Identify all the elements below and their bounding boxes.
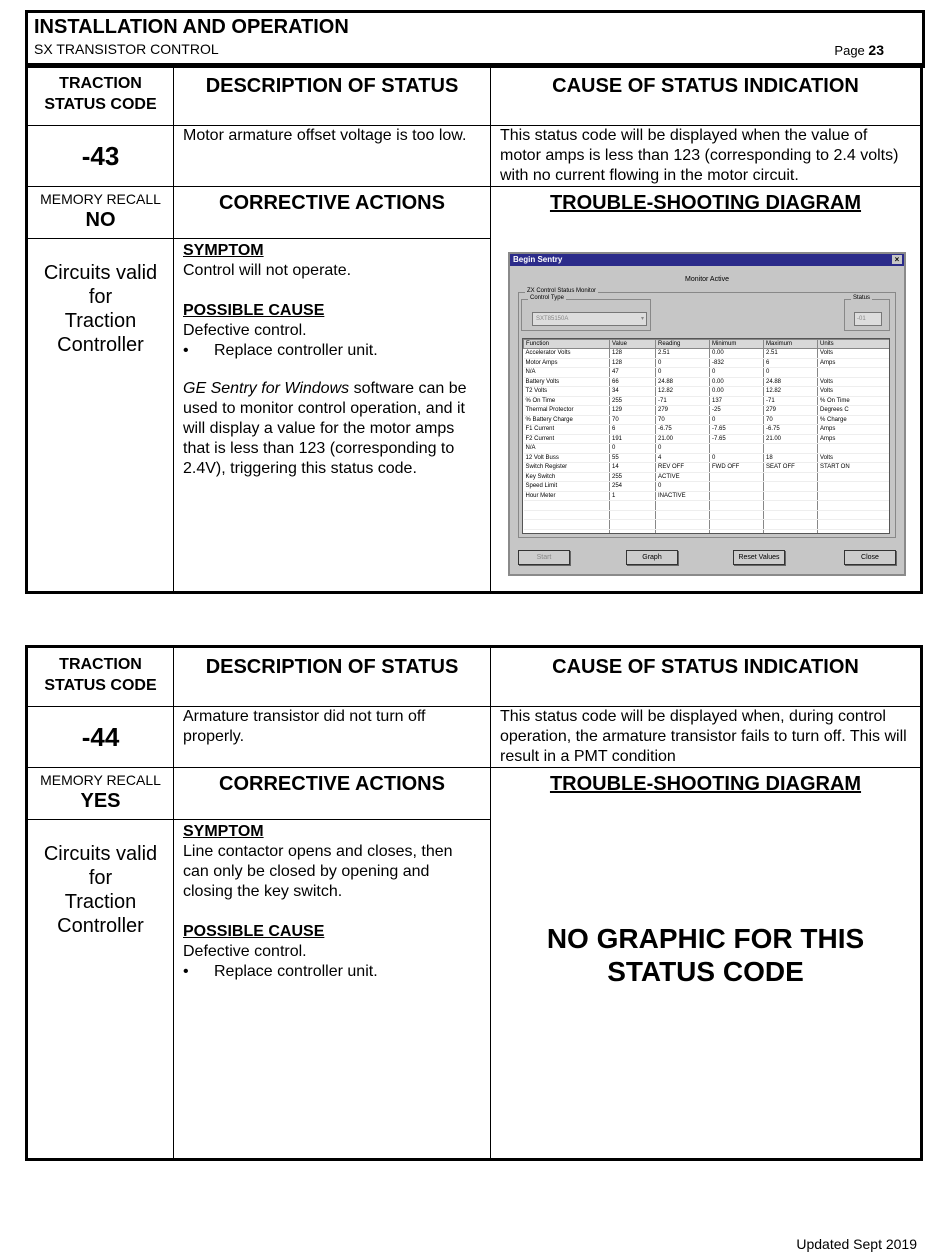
grid-cell: REV OFF (656, 463, 710, 473)
grid-cell: 0 (656, 482, 710, 492)
grid-cell: % On Time (524, 396, 610, 406)
grid-cell: N/A (524, 368, 610, 378)
grid-row (524, 387, 890, 397)
bullet-icon: • (183, 963, 189, 980)
grid-cell: -71 (656, 396, 710, 406)
grid-cell: -6.75 (764, 425, 818, 435)
grid-cell: 6 (764, 358, 818, 368)
symptom-text: Control will not operate. (183, 262, 352, 279)
grid-cell: 24.88 (764, 377, 818, 387)
grid-cell: 70 (656, 415, 710, 425)
page-header (25, 10, 925, 68)
col-header-code: TRACTION STATUS CODE (27, 647, 174, 707)
grid-cell: 18 (764, 453, 818, 463)
doc-subtitle: SX TRANSISTOR CONTROL (34, 41, 219, 57)
grid-column-header[interactable]: Function (524, 340, 610, 349)
close-button[interactable]: Close (844, 550, 896, 565)
col-header-code: TRACTION STATUS CODE (27, 66, 174, 126)
diagram-cell (491, 768, 922, 1160)
grid-row (524, 349, 890, 359)
possible-cause-text: Defective control. (183, 943, 307, 960)
grid-cell: 0 (710, 368, 764, 378)
status-code: -44 (27, 707, 174, 768)
grid-row (524, 368, 890, 378)
grid-row (524, 406, 890, 416)
grid-cell: Speed Limit (524, 482, 610, 492)
col-header-description: DESCRIPTION OF STATUS (174, 647, 491, 707)
grid-cell: Switch Register (524, 463, 610, 473)
grid-column-header[interactable]: Value (610, 340, 656, 349)
grid-cell: Degrees C (818, 406, 890, 416)
grid-cell (710, 444, 764, 454)
bullet-item: • Replace controller unit. (183, 342, 378, 359)
col-header-cause: CAUSE OF STATUS INDICATION (491, 647, 922, 707)
grid-cell: Accelerator Volts (524, 349, 610, 359)
status-cause: This status code will be displayed when, during control operation, the armature transistor fails to turn off. This will result in a PMT condition (491, 707, 922, 768)
page-number: Page 23 (834, 42, 884, 58)
grid-row (524, 396, 890, 406)
status-description: Armature transistor did not turn off properly. (174, 707, 491, 768)
start-button[interactable]: Start (518, 550, 570, 565)
grid-cell: T2 Volts (524, 387, 610, 397)
grid-cell: 137 (710, 396, 764, 406)
grid-cell: 0.00 (710, 349, 764, 359)
grid-cell: 70 (610, 415, 656, 425)
grid-column-header[interactable]: Reading (656, 340, 710, 349)
corrective-actions-header: CORRECTIVE ACTIONS (174, 768, 491, 820)
grid-cell: 128 (610, 349, 656, 359)
grid-cell: 0 (656, 368, 710, 378)
grid-cell: Amps (818, 425, 890, 435)
grid-row (524, 434, 890, 444)
corrective-actions (174, 820, 491, 1160)
grid-row (524, 358, 890, 368)
symptom-label: SYMPTOM (183, 823, 264, 840)
grid-cell: SEAT OFF (764, 463, 818, 473)
grid-row (524, 453, 890, 463)
grid-column-header[interactable]: Minimum (710, 340, 764, 349)
monitor-status: Monitor Active (685, 276, 729, 283)
grid-cell: 128 (610, 358, 656, 368)
monitor-table (523, 339, 890, 534)
grid-cell: 255 (610, 396, 656, 406)
grid-cell (818, 368, 890, 378)
grid-cell: 21.00 (764, 434, 818, 444)
grid-cell: 14 (610, 463, 656, 473)
chevron-down-icon: ▾ (640, 316, 644, 322)
grid-cell: START ON (818, 463, 890, 473)
grid-cell: Key Switch (524, 472, 610, 482)
grid-cell: Volts (818, 387, 890, 397)
grid-row (524, 377, 890, 387)
monitor-grid (522, 338, 890, 534)
grid-cell: 12.82 (656, 387, 710, 397)
grid-cell: % Battery Charge (524, 415, 610, 425)
status-group: Status -01 (844, 299, 890, 331)
grid-cell (764, 491, 818, 501)
grid-cell: F2 Current (524, 434, 610, 444)
grid-cell: FWD OFF (710, 463, 764, 473)
grid-cell: 0.00 (710, 387, 764, 397)
grid-cell (710, 472, 764, 482)
grid-cell: 21.00 (656, 434, 710, 444)
grid-cell: F1 Current (524, 425, 610, 435)
grid-cell: 55 (610, 453, 656, 463)
grid-cell: 12.82 (764, 387, 818, 397)
doc-title: INSTALLATION AND OPERATION (34, 16, 349, 38)
status-table-44 (25, 645, 923, 1161)
grid-cell: 66 (610, 377, 656, 387)
grid-cell: Volts (818, 377, 890, 387)
grid-cell: Motor Amps (524, 358, 610, 368)
possible-cause-text: Defective control. (183, 322, 307, 339)
grid-cell: 12 Volt Buss (524, 453, 610, 463)
possible-cause-label: POSSIBLE CAUSE (183, 302, 325, 319)
grid-cell: -7.65 (710, 425, 764, 435)
status-monitor-group: ZX Control Status Monitor (518, 292, 896, 538)
grid-cell: 47 (610, 368, 656, 378)
grid-cell: 0 (610, 444, 656, 454)
grid-cell (764, 482, 818, 492)
window-titlebar: Begin Sentry × (510, 254, 904, 266)
grid-row (524, 415, 890, 425)
col-header-cause: CAUSE OF STATUS INDICATION (491, 66, 922, 126)
grid-cell: 1 (610, 491, 656, 501)
status-cause: This status code will be displayed when the value of motor amps is less than 123 (corresponding to 2.4 volts) with no current flowing in the motor circuit. (491, 126, 922, 187)
grid-cell: Volts (818, 453, 890, 463)
grid-row (524, 482, 890, 492)
grid-cell (764, 444, 818, 454)
grid-cell: Amps (818, 358, 890, 368)
grid-cell (818, 482, 890, 492)
reset-values-button[interactable]: Reset Values (733, 550, 785, 565)
grid-cell: 34 (610, 387, 656, 397)
possible-cause-label: POSSIBLE CAUSE (183, 923, 325, 940)
grid-cell: Hour Meter (524, 491, 610, 501)
grid-cell: 6 (610, 425, 656, 435)
grid-cell: 279 (656, 406, 710, 416)
grid-cell: % Charge (818, 415, 890, 425)
control-type-select[interactable]: SXT85150A ▾ (532, 312, 647, 326)
grid-cell: 129 (610, 406, 656, 416)
circuits-valid: Circuits valid for Traction Controller (27, 820, 174, 1160)
grid-cell (710, 491, 764, 501)
grid-cell: 0 (656, 444, 710, 454)
grid-cell (764, 472, 818, 482)
status-description: Motor armature offset voltage is too low. (174, 126, 491, 187)
grid-cell: -7.65 (710, 434, 764, 444)
bullet-icon: • (183, 342, 189, 359)
symptom-label: SYMPTOM (183, 242, 264, 259)
status-code: -43 (27, 126, 174, 187)
control-type-group: Control Type SXT85150A ▾ (521, 299, 651, 331)
grid-cell: Amps (818, 434, 890, 444)
grid-cell: 0 (710, 453, 764, 463)
grid-cell: -25 (710, 406, 764, 416)
grid-cell: -71 (764, 396, 818, 406)
symptom-text: Line contactor opens and closes, then can only be closed by opening and closing the key switch. (183, 843, 453, 900)
grid-column-header[interactable]: Maximum (764, 340, 818, 349)
bullet-item: • Replace controller unit. (183, 963, 378, 980)
grid-cell: 279 (764, 406, 818, 416)
footer-updated: Updated Sept 2019 (796, 1236, 917, 1252)
grid-cell: 0 (764, 368, 818, 378)
grid-cell: 2.51 (764, 349, 818, 359)
grid-cell (710, 482, 764, 492)
sentry-note: GE Sentry for Windows software can be used to monitor control operation, and it will display a value for the motor amps that is less than 123 (corresponding to 2.4V), triggering this status code. (183, 380, 467, 477)
grid-row (524, 491, 890, 501)
grid-cell: 24.88 (656, 377, 710, 387)
close-icon[interactable]: × (892, 255, 902, 264)
grid-cell: N/A (524, 444, 610, 454)
grid-cell: 70 (764, 415, 818, 425)
grid-cell: -832 (710, 358, 764, 368)
no-graphic-message: NO GRAPHIC FOR THIS STATUS CODE (546, 923, 865, 987)
grid-cell: % On Time (818, 396, 890, 406)
status-value: -01 (854, 312, 882, 326)
diagram-header: TROUBLE-SHOOTING DIAGRAM (549, 773, 862, 795)
graph-button[interactable]: Graph (626, 550, 678, 565)
col-header-description: DESCRIPTION OF STATUS (174, 66, 491, 126)
grid-column-header[interactable]: Units (818, 340, 890, 349)
grid-cell: 2.51 (656, 349, 710, 359)
grid-row (524, 425, 890, 435)
grid-row (524, 444, 890, 454)
grid-cell: -6.75 (656, 425, 710, 435)
grid-cell: INACTIVE (656, 491, 710, 501)
grid-cell (818, 444, 890, 454)
grid-cell: ACTIVE (656, 472, 710, 482)
grid-cell: Thermal Protector (524, 406, 610, 416)
memory-recall: MEMORY RECALL NO (27, 187, 174, 239)
memory-recall: MEMORY RECALL YES (27, 768, 174, 820)
grid-cell: 0.00 (710, 377, 764, 387)
grid-cell: 255 (610, 472, 656, 482)
circuits-valid: Circuits valid for Traction Controller (27, 239, 174, 593)
sentry-window (508, 252, 906, 576)
corrective-actions-header: CORRECTIVE ACTIONS (174, 187, 491, 239)
grid-row (524, 472, 890, 482)
grid-cell: 4 (656, 453, 710, 463)
grid-cell: 191 (610, 434, 656, 444)
grid-row (524, 463, 890, 473)
grid-cell: Volts (818, 349, 890, 359)
diagram-header: TROUBLE-SHOOTING DIAGRAM (549, 192, 862, 214)
grid-cell: 254 (610, 482, 656, 492)
grid-cell: Battery Volts (524, 377, 610, 387)
grid-cell: 0 (656, 358, 710, 368)
corrective-actions (174, 239, 491, 593)
grid-cell (818, 491, 890, 501)
grid-cell (818, 472, 890, 482)
grid-cell: 0 (710, 415, 764, 425)
